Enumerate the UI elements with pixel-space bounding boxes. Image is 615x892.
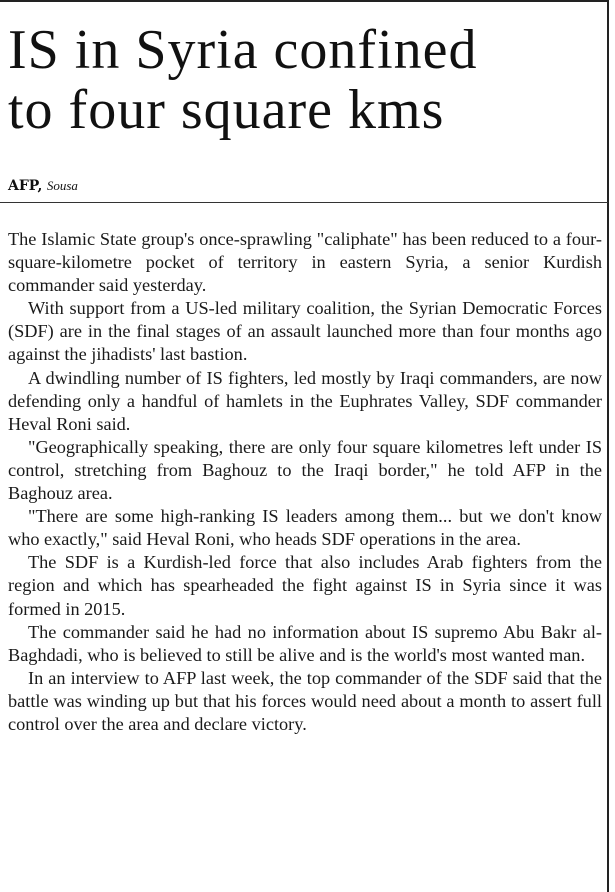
paragraph: With support from a US-led military coalition, the Syrian Democratic Forces (SDF) are in the final stages of an assault launched more than four months ago against the jihadists' last bastion. [8,298,602,365]
paragraph: A dwindling number of IS fighters, led mostly by Iraqi commanders, are now defending only a handful of hamlets in the Euphrates Valley, SDF commander Heval Roni said. [8,367,602,434]
top-border-rule [0,0,608,2]
paragraph: The SDF is a Kurdish-led force that also includes Arab fighters from the region and which has spearheaded the fight against IS in Syria since it was formed in 2015. [8,552,602,619]
paragraph: The commander said he had no information about IS supremo Abu Bakr al-Baghdadi, who is believed to still be alive and is the world's most wanted man. [8,621,602,665]
byline [8,178,78,194]
paragraph: The Islamic State group's once-sprawling "caliphate" has been reduced to a four-square-kilometre pocket of territory in eastern Syria, a senior Kurdish commander said yesterday. [8,229,602,296]
paragraph: "There are some high-ranking IS leaders among them... but we don't know who exactly," said Heval Roni, who heads SDF operations in the area. [8,506,602,550]
byline-divider [0,202,608,203]
headline-line-1: IS in Syria confined [8,19,478,81]
headline-line-2: to four square kms [8,79,445,141]
article-body [8,228,602,736]
paragraph: "Geographically speaking, there are only four square kilometres left under IS control, stretching from Baghouz to the Iraqi border," he told AFP in the Baghouz area. [8,436,602,504]
byline-agency: AFP, [8,178,43,194]
headline [8,20,603,140]
column-border-rule [607,0,609,892]
paragraph: In an interview to AFP last week, the top commander of the SDF said that the battle was winding up but that his forces would need about a month to assert full control over the area and declare victory. [8,667,602,734]
byline-dateline: Sousa [46,178,78,193]
